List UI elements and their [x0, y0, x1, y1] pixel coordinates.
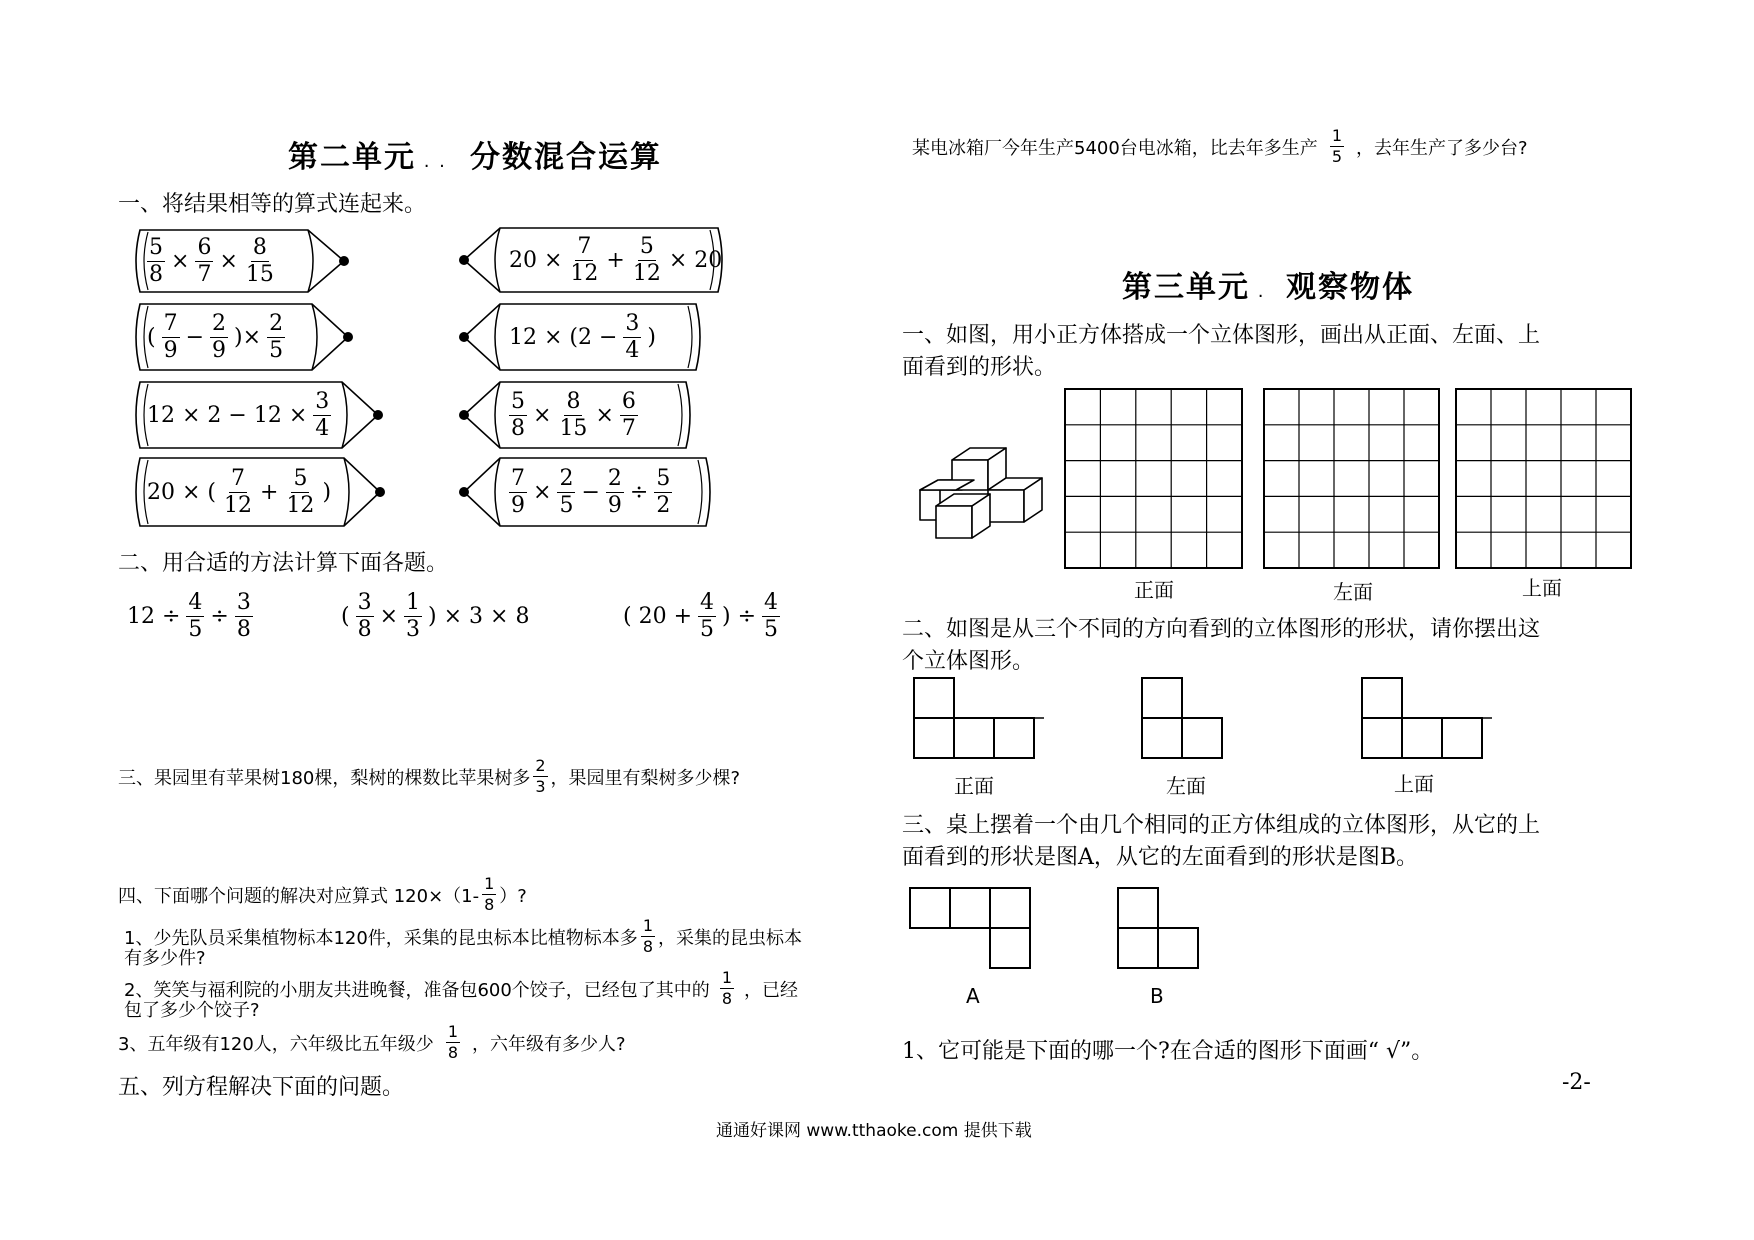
q4-option-1	[124, 918, 802, 955]
fraction: $\frac{8}{15}$	[245, 234, 274, 287]
q4-2-fraction: $\frac{1}{8}$	[721, 968, 732, 1008]
operator-text: )	[647, 324, 657, 350]
operator-text: ×	[595, 402, 614, 428]
unit-title-right: 第三单元 . 观察物体	[1122, 270, 1414, 305]
q3-text-a: 三、果园里有苹果树180棵，梨树的棵数比苹果树多	[118, 767, 531, 789]
pencil-card-left-3	[130, 380, 382, 450]
operator-text: 20 ×	[509, 247, 563, 273]
operator-text: 12 × (2 −	[509, 324, 618, 350]
question-1-right-cont: 面看到的形状。	[902, 355, 1057, 380]
figure-a	[908, 886, 1044, 972]
operator-text: +	[606, 247, 625, 273]
q4-text-b: ）?	[499, 885, 527, 907]
operator-text: ( 20 +	[623, 604, 692, 629]
pencil-expression	[144, 228, 279, 294]
view-left-figure	[1140, 676, 1230, 762]
fraction: $\frac{2}{5}$	[269, 310, 284, 363]
pencil-card-left-4	[130, 456, 384, 528]
fraction: $\frac{4}{5}$	[764, 590, 779, 642]
fraction: $\frac{2}{9}$	[607, 465, 622, 518]
view-label-front: 正面	[954, 774, 994, 798]
fraction: $\frac{4}{5}$	[700, 590, 714, 642]
fridge-text-a: 某电冰箱厂今年生产5400台电冰箱，比去年多生产	[912, 137, 1318, 159]
view-label-left: 左面	[1166, 774, 1206, 798]
fraction: $\frac{5}{8}$	[149, 234, 163, 287]
q4-option-2-cont: 包了多少个饺子?	[124, 1000, 260, 1021]
fraction: $\frac{8}{15}$	[559, 388, 588, 441]
pencil-expression	[144, 380, 334, 450]
question-3-sub-1: 1、它可能是下面的哪一个?在合适的图形下面画“ √”。	[902, 1039, 1434, 1064]
footer-credit: 通通好课网 www.tthaoke.com 提供下载	[716, 1121, 1032, 1141]
operator-text: ) × 3 × 8	[428, 604, 530, 629]
operator-text: ×	[171, 248, 190, 274]
fraction: $\frac{7}{9}$	[511, 465, 525, 518]
q4-1-text-b: ，采集的昆虫标本	[658, 927, 802, 949]
question-1-left: 一、将结果相等的算式连起来。	[118, 192, 427, 217]
q4-1-fraction: $\frac{1}{8}$	[642, 916, 653, 956]
question-3-right: 三、桌上摆着一个由几个相同的正方体组成的立体图形，从它的上	[902, 813, 1541, 838]
pencil-card-right-2	[460, 302, 706, 372]
q4-1-text-a: 1、少先队员采集植物标本120件，采集的昆虫标本比植物标本多	[124, 927, 638, 949]
fraction: $\frac{6}{7}$	[621, 388, 636, 441]
view-label-top: 上面	[1394, 772, 1434, 796]
fraction: $\frac{2}{5}$	[559, 465, 574, 518]
fraction: $\frac{5}{2}$	[656, 465, 671, 518]
grid-front	[1064, 388, 1244, 570]
unit-title-left: 第二单元 . . 分数混合运算	[288, 140, 662, 175]
pencil-card-right-1	[460, 226, 728, 294]
pencil-expression	[144, 456, 334, 528]
pencil-expression	[144, 302, 288, 372]
figure-b	[1116, 886, 1206, 972]
pencil-card-right-4	[460, 456, 716, 528]
view-top-figure	[1360, 676, 1496, 762]
operator-text: +	[260, 479, 279, 505]
fraction: $\frac{1}{3}$	[406, 590, 421, 642]
fridge-text-b: ，去年生产了多少台?	[1356, 137, 1528, 159]
fridge-fraction: $\frac{1}{5}$	[1331, 126, 1342, 166]
fraction: $\frac{5}{12}$	[632, 233, 661, 286]
fraction: $\frac{3}{8}$	[357, 590, 372, 642]
operator-text: )×	[234, 324, 262, 350]
question-2-right: 二、如图是从三个不同的方向看到的立体图形的形状，请你摆出这	[902, 617, 1541, 642]
grid-label-left: 左面	[1333, 580, 1373, 604]
unit-topic: 观察物体	[1286, 270, 1414, 305]
operator-text: (	[341, 604, 350, 629]
question-4-left	[118, 876, 527, 913]
operator-text: −	[185, 324, 205, 350]
operator-text: 12 × 2 − 12 ×	[147, 402, 308, 428]
q3-fraction: $\frac{2}{3}$	[535, 756, 546, 796]
pencil-expression	[506, 226, 725, 294]
operator-text: ÷	[210, 604, 229, 629]
question-3-right-cont: 面看到的形状是图A，从它的左面看到的形状是图B。	[902, 845, 1419, 870]
q4-2-text-a: 2、笑笑与福利院的小朋友共进晚餐，准备包600个饺子，已经包了其中的	[124, 979, 710, 1001]
pencil-card-left-1	[130, 228, 348, 294]
pencil-expression	[506, 302, 659, 372]
figure-label-a: A	[966, 984, 980, 1008]
operator-text: ×	[533, 402, 552, 428]
operator-text: ÷	[629, 479, 649, 505]
page-number: -2-	[1562, 1070, 1591, 1095]
view-front-figure	[912, 676, 1048, 762]
operator-text: (	[147, 324, 156, 350]
fraction: $\frac{2}{9}$	[212, 310, 227, 363]
cube-stack-figure	[910, 440, 1050, 540]
q4-option-3	[118, 1024, 626, 1061]
operator-text: ×	[533, 479, 552, 505]
question-2-left: 二、用合适的方法计算下面各题。	[118, 551, 449, 576]
fraction: $\frac{4}{5}$	[188, 590, 203, 642]
question-1-right: 一、如图，用小正方体搭成一个立体图形，画出从正面、左面、上	[902, 323, 1541, 348]
pencil-card-right-3	[460, 380, 696, 450]
q3-text-b: ，果园里有梨树多少棵?	[550, 767, 741, 789]
pencil-card-left-2	[130, 302, 352, 372]
q4-2-text-b: ，已经	[744, 979, 798, 1001]
question-3-left	[118, 758, 740, 795]
operator-text: × 20	[668, 247, 723, 273]
calc-expression-3	[620, 592, 783, 641]
grid-left	[1263, 388, 1443, 570]
q4-text-a: 四、下面哪个问题的解决对应算式 120×（1-	[118, 885, 480, 907]
question-5-left: 五、列方程解决下面的问题。	[118, 1075, 405, 1100]
q4-3-fraction: $\frac{1}{8}$	[447, 1022, 458, 1062]
operator-text: ) ÷	[722, 604, 757, 629]
pencil-expression	[506, 380, 641, 450]
fraction: $\frac{7}{12}$	[570, 233, 599, 286]
q4-fraction: $\frac{1}{8}$	[484, 874, 495, 914]
fraction: $\frac{7}{12}$	[224, 465, 252, 518]
calc-expression-2	[338, 592, 532, 641]
fraction: $\frac{3}{4}$	[315, 388, 330, 441]
operator-text: −	[581, 479, 600, 505]
q4-option-1-cont: 有多少件?	[124, 948, 206, 969]
calc-expression-1	[124, 592, 256, 641]
operator-text: 20 × (	[147, 479, 216, 505]
fraction: $\frac{5}{8}$	[511, 388, 525, 441]
fraction: $\frac{6}{7}$	[197, 234, 212, 287]
grid-label-top: 上面	[1522, 576, 1562, 600]
figure-label-b: B	[1150, 984, 1164, 1008]
operator-text: ×	[219, 248, 238, 274]
grid-top	[1455, 388, 1633, 570]
pencil-expression	[506, 456, 675, 528]
operator-text: )	[322, 479, 332, 505]
q4-3-text-a: 3、五年级有120人，六年级比五年级少	[118, 1033, 434, 1055]
grid-label-front: 正面	[1134, 578, 1174, 602]
unit-topic: 分数混合运算	[470, 140, 662, 175]
fraction: $\frac{3}{8}$	[236, 590, 251, 642]
fraction: $\frac{7}{9}$	[163, 310, 178, 363]
fridge-problem	[912, 128, 1528, 165]
operator-text: ×	[379, 604, 399, 629]
q4-3-text-b: ，六年级有多少人?	[472, 1033, 626, 1055]
operator-text: 12 ÷	[127, 604, 181, 629]
unit-number: 第二单元	[288, 140, 416, 175]
fraction: $\frac{5}{12}$	[286, 465, 315, 518]
fraction: $\frac{3}{4}$	[625, 310, 640, 363]
unit-number: 第三单元	[1122, 270, 1250, 305]
question-2-right-cont: 个立体图形。	[902, 649, 1035, 674]
